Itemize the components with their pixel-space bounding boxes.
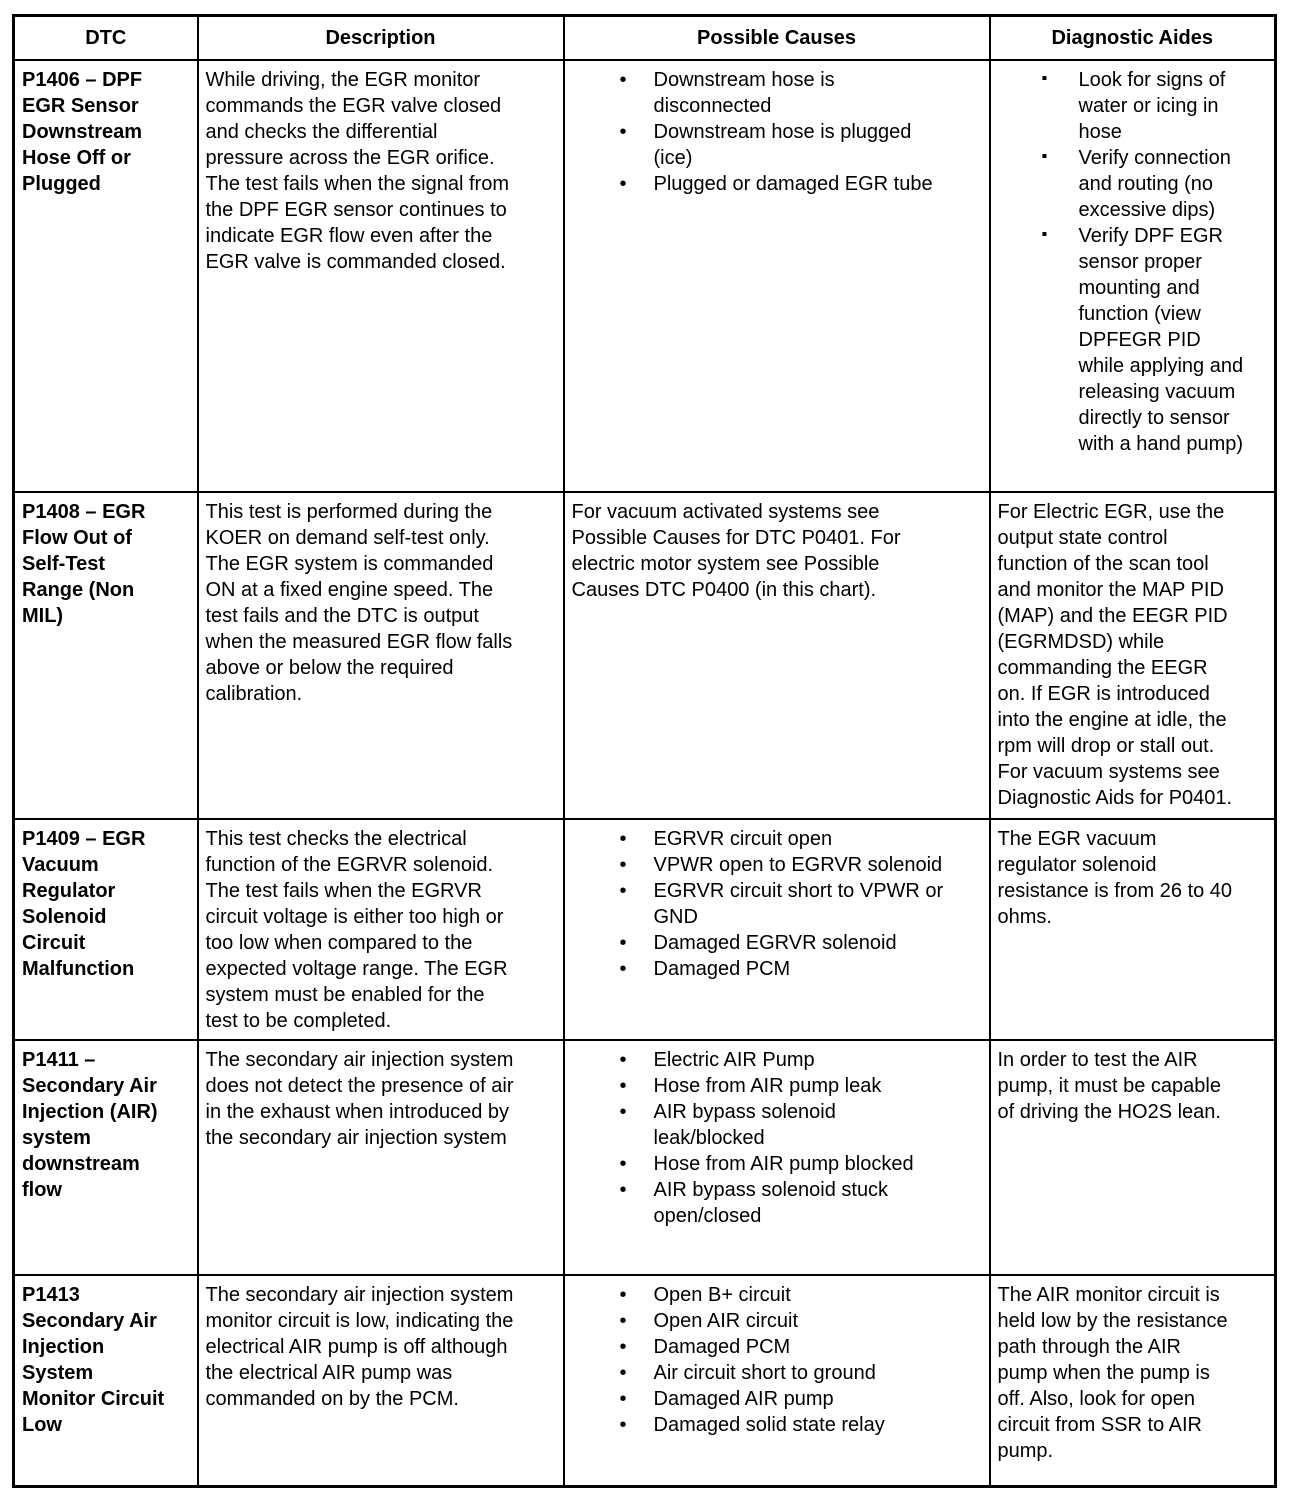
list-item-text: Hose from AIR pump blocked (653, 1153, 914, 1175)
bullet-icon: • (619, 1414, 627, 1436)
list-item-text: Plugged or damaged EGR tube (653, 173, 933, 195)
bullet-icon: • (619, 173, 627, 195)
list-item-text: Open B+ circuit (653, 1284, 791, 1306)
possible-causes-cell (564, 60, 990, 492)
header-possible-causes: Possible Causes (564, 16, 990, 61)
bullet-icon: • (619, 1284, 627, 1306)
dtc-cell: P1409 – EGR Vacuum Regulator Solenoid Circuit Malfunction (14, 819, 198, 1040)
bullet-icon: • (619, 1362, 627, 1384)
bullet-icon: • (619, 1336, 627, 1358)
list-item-text: EGRVR circuit open (653, 828, 833, 850)
description-cell: This test is performed during the KOER on demand self-test only. The EGR system is commanded ON at a fixed engine speed. The test fails and the DTC is output when the measured EGR flow falls above or below the required calibration. (198, 492, 564, 819)
header-description: Description (198, 16, 564, 61)
list-item-text: Hose from AIR pump leak (653, 1075, 882, 1097)
list-item (572, 119, 983, 171)
table-row (14, 1040, 1276, 1275)
list-item-text: Verify DPF EGR sensor proper mounting and function (view DPFEGR PID while applying and releasing vacuum directly to sensor with a hand pump) (1078, 225, 1244, 455)
list-item-text: AIR bypass solenoid leak/blocked (653, 1101, 836, 1149)
list-item-text: Damaged solid state relay (653, 1414, 885, 1436)
list-item (572, 1151, 983, 1177)
list-item (572, 1073, 983, 1099)
list-item-text: Damaged AIR pump (653, 1388, 834, 1410)
bullet-icon: • (619, 69, 627, 91)
bullet-icon: • (619, 1075, 627, 1097)
description-cell: While driving, the EGR monitor commands the EGR valve closed and checks the differential pressure across the EGR orifice. The test fails when the signal from the DPF EGR sensor continues to indicate EGR flow even after the EGR valve is commanded closed. (198, 60, 564, 492)
list-item (998, 67, 1269, 145)
header-diagnostic-aides: Diagnostic Aides (990, 16, 1276, 61)
dtc-cell: P1406 – DPF EGR Sensor Downstream Hose Off or Plugged (14, 60, 198, 492)
list-item (572, 1308, 983, 1334)
table-row (14, 492, 1276, 819)
possible-causes-cell (564, 1275, 990, 1486)
list-item (572, 1360, 983, 1386)
bullet-icon: • (619, 1179, 627, 1201)
bullet-icon: ▪ (1041, 226, 1048, 243)
diagnostic-aides-cell: For Electric EGR, use the output state control function of the scan tool and monitor the MAP PID (MAP) and the EEGR PID (EGRMDSD) while commanding the EEGR on. If EGR is introduced into the engine at idle, the rpm will drop or stall out. For vacuum systems see Diagnostic Aids for P0401. (990, 492, 1276, 819)
bullet-icon: • (619, 1101, 627, 1123)
diagnostic-aides-cell (990, 60, 1276, 492)
list-item (572, 852, 983, 878)
list-item (572, 930, 983, 956)
dtc-cell: P1411 – Secondary Air Injection (AIR) system downstream flow (14, 1040, 198, 1275)
description-cell: The secondary air injection system does not detect the presence of air in the exhaust when introduced by the secondary air injection system (198, 1040, 564, 1275)
possible-causes-cell (564, 1040, 990, 1275)
list-item (572, 1099, 983, 1151)
description-cell: This test checks the electrical function of the EGRVR solenoid. The test fails when the EGRVR circuit voltage is either too high or too low when compared to the expected voltage range. The EGR system must be enabled for the test to be completed. (198, 819, 564, 1040)
list-item-text: Downstream hose is plugged (ice) (653, 121, 912, 169)
list-item-text: Downstream hose is disconnected (653, 69, 835, 117)
list-item (998, 145, 1269, 223)
list-item (572, 878, 983, 930)
description-cell: The secondary air injection system monitor circuit is low, indicating the electrical AIR pump is off although the electrical AIR pump was commanded on by the PCM. (198, 1275, 564, 1486)
list-item-text: Damaged PCM (653, 958, 791, 980)
causes-list (572, 826, 983, 982)
dtc-cell: P1408 – EGR Flow Out of Self-Test Range (Non MIL) (14, 492, 198, 819)
bullet-icon: • (619, 1310, 627, 1332)
list-item (572, 171, 983, 197)
bullet-icon: • (619, 1388, 627, 1410)
list-item (572, 1177, 983, 1229)
table-row (14, 1275, 1276, 1486)
list-item-text: Damaged PCM (653, 1336, 791, 1358)
dtc-table (12, 14, 1277, 1488)
possible-causes-cell (564, 819, 990, 1040)
list-item (572, 1412, 983, 1438)
bullet-icon: • (619, 880, 627, 902)
list-item (572, 826, 983, 852)
diagnostic-aides-cell: The AIR monitor circuit is held low by the resistance path through the AIR pump when the pump is off. Also, look for open circuit from SSR to AIR pump. (990, 1275, 1276, 1486)
list-item (572, 1386, 983, 1412)
list-item (572, 1282, 983, 1308)
causes-list (572, 67, 983, 197)
table-row (14, 60, 1276, 492)
dtc-cell: P1413 Secondary Air Injection System Monitor Circuit Low (14, 1275, 198, 1486)
list-item-text: Look for signs of water or icing in hose (1078, 69, 1226, 143)
diagnostic-aides-cell: The EGR vacuum regulator solenoid resistance is from 26 to 40 ohms. (990, 819, 1276, 1040)
bullet-icon: • (619, 828, 627, 850)
list-item (572, 67, 983, 119)
aides-list (998, 67, 1269, 457)
bullet-icon: • (619, 854, 627, 876)
list-item (998, 223, 1269, 457)
header-dtc: DTC (14, 16, 198, 61)
list-item-text: Electric AIR Pump (653, 1049, 815, 1071)
bullet-icon: • (619, 932, 627, 954)
causes-list (572, 1282, 983, 1438)
list-item-text: Open AIR circuit (653, 1310, 799, 1332)
causes-list (572, 1047, 983, 1229)
possible-causes-cell: For vacuum activated systems see Possible Causes for DTC P0401. For electric motor system see Possible Causes DTC P0400 (in this chart). (564, 492, 990, 819)
diagnostic-aides-cell: In order to test the AIR pump, it must be capable of driving the HO2S lean. (990, 1040, 1276, 1275)
list-item (572, 1334, 983, 1360)
list-item-text: Damaged EGRVR solenoid (653, 932, 897, 954)
bullet-icon: • (619, 958, 627, 980)
bullet-icon: • (619, 1049, 627, 1071)
bullet-icon: • (619, 1153, 627, 1175)
list-item (572, 1047, 983, 1073)
list-item-text: Air circuit short to ground (653, 1362, 876, 1384)
list-item-text: EGRVR circuit short to VPWR or GND (653, 880, 944, 928)
header-row (14, 16, 1276, 61)
list-item-text: VPWR open to EGRVR solenoid (653, 854, 943, 876)
list-item-text: Verify connection and routing (no excessive dips) (1078, 147, 1231, 221)
bullet-icon: ▪ (1041, 70, 1048, 87)
bullet-icon: ▪ (1041, 148, 1048, 165)
list-item (572, 956, 983, 982)
table-row (14, 819, 1276, 1040)
list-item-text: AIR bypass solenoid stuck open/closed (653, 1179, 889, 1227)
bullet-icon: • (619, 121, 627, 143)
